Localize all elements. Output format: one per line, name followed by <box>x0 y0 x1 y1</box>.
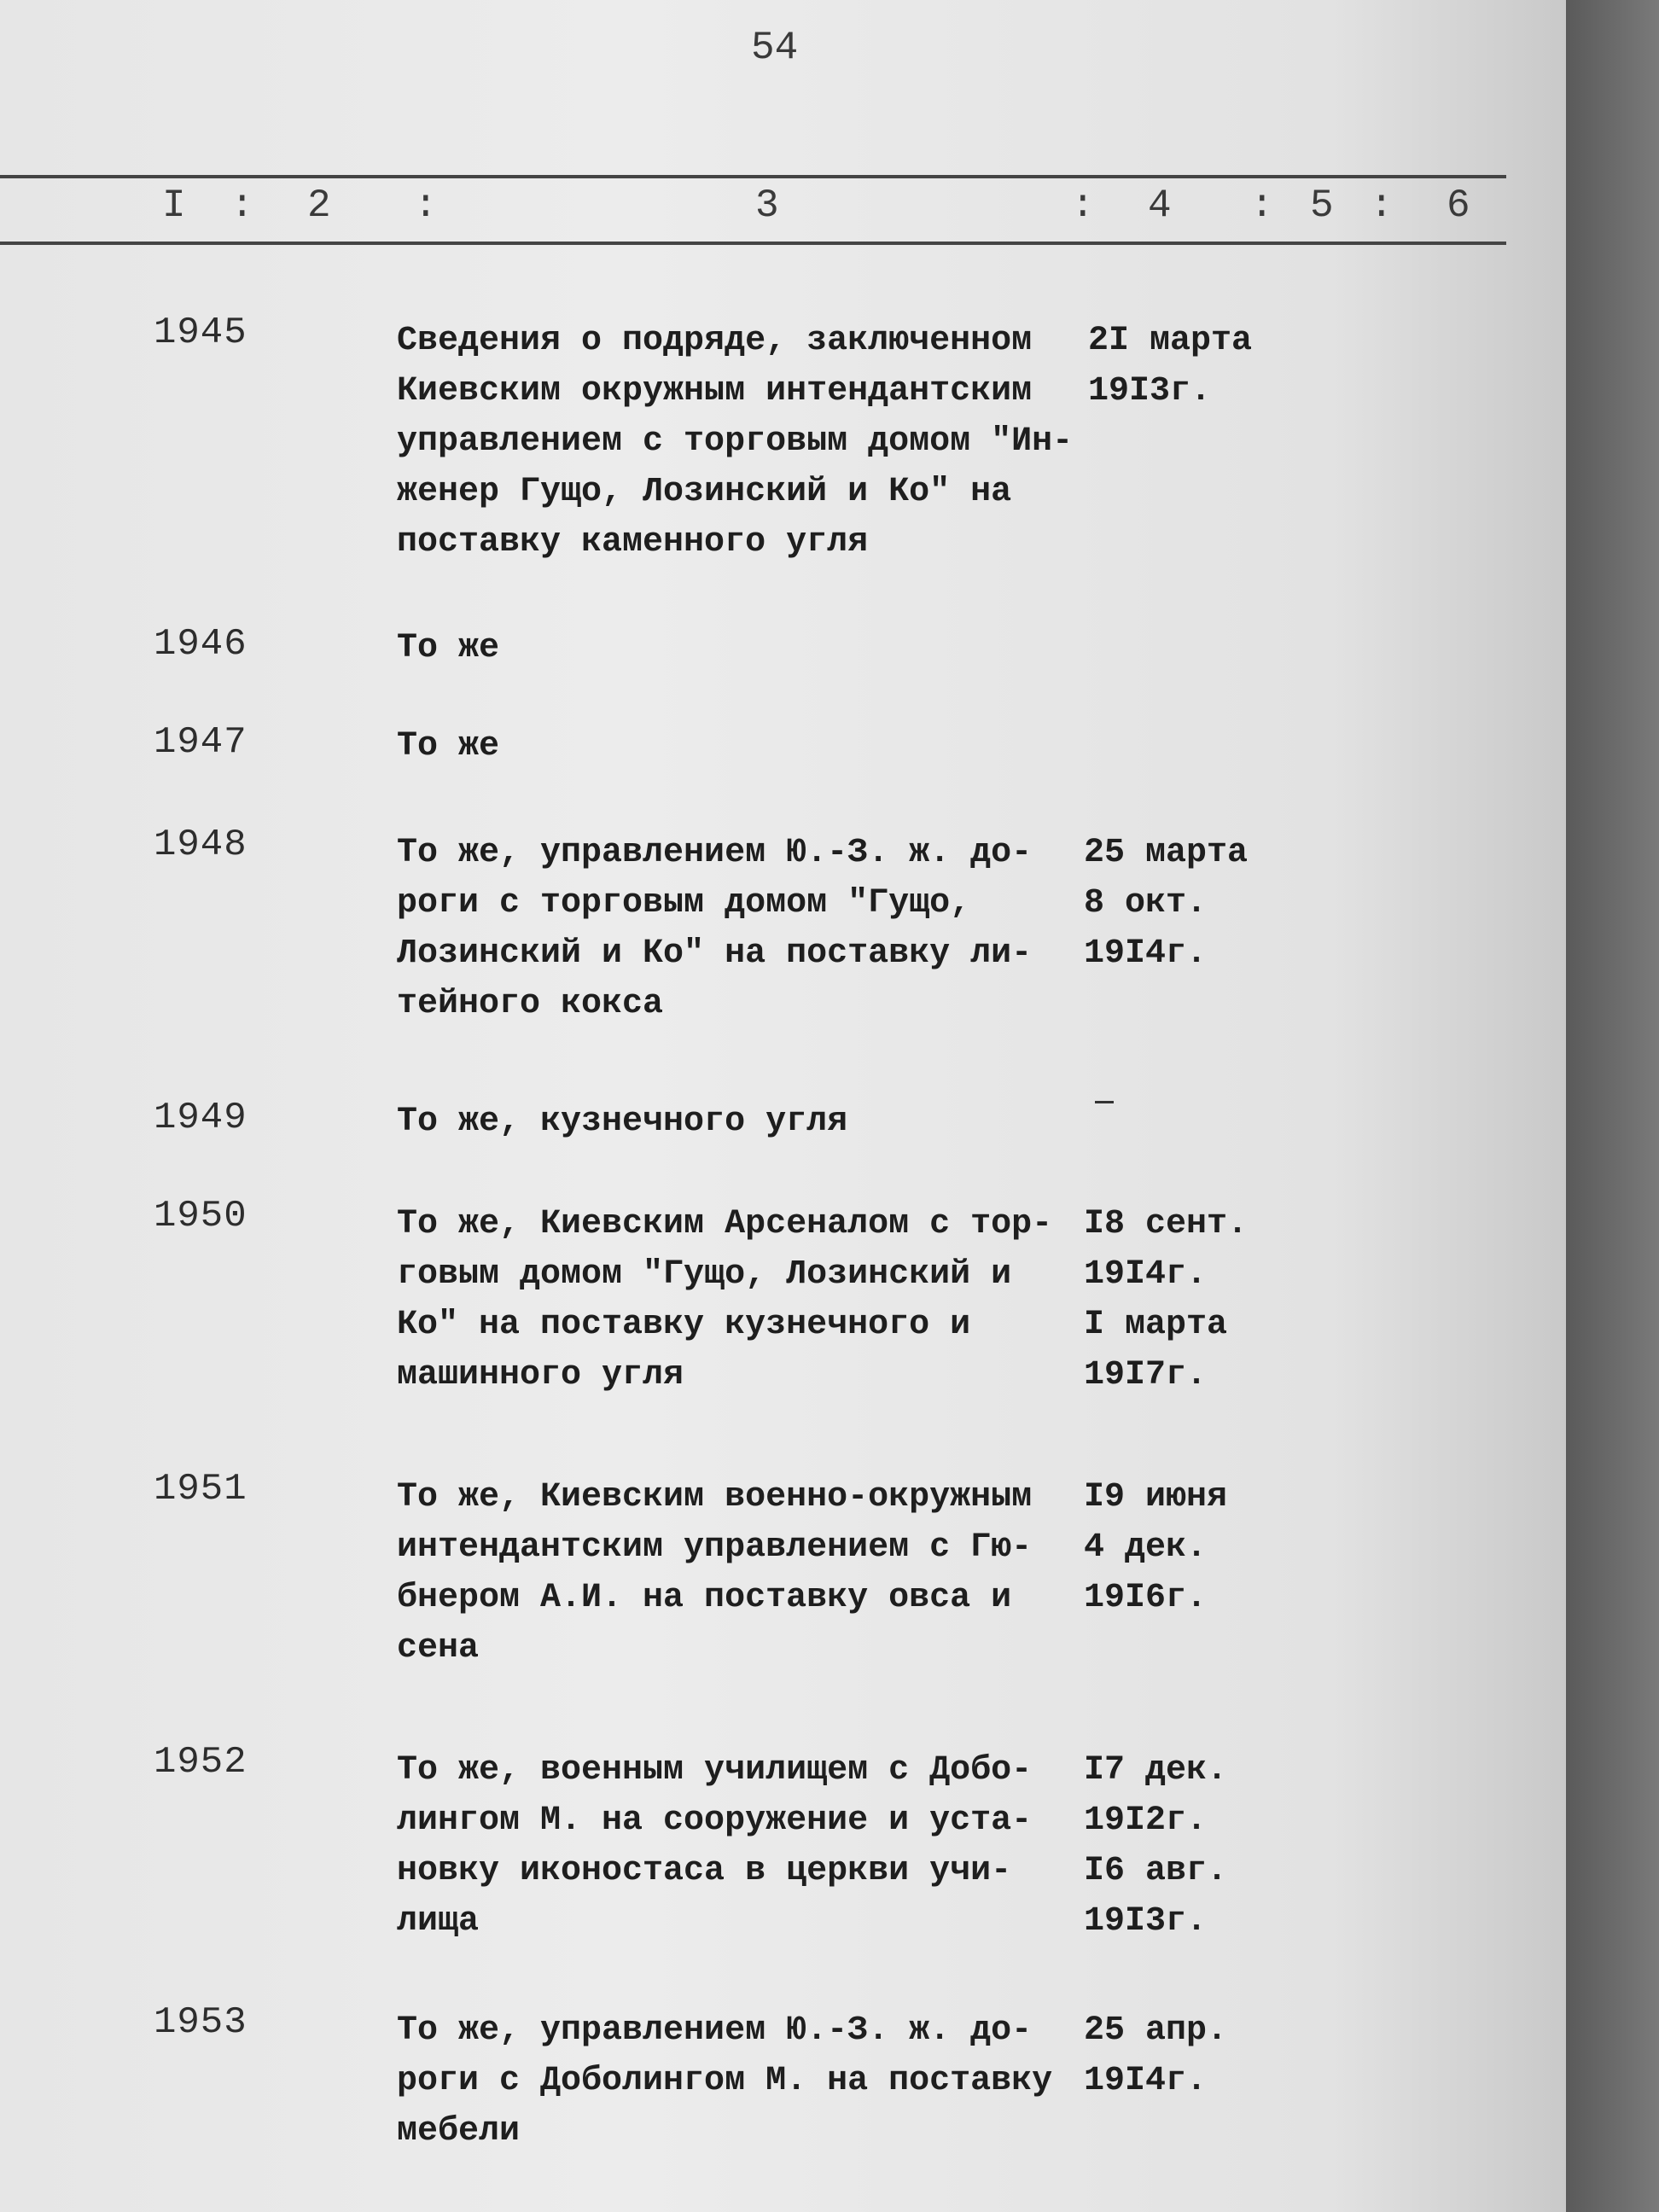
row-number: 1945 <box>154 311 247 354</box>
column-header-6: 6 <box>1447 183 1470 228</box>
column-separator: : <box>1250 183 1274 228</box>
column-header-3: 3 <box>755 183 779 228</box>
row-date: I9 июня 4 дек. 19I6г. <box>1084 1478 1228 1617</box>
row-description: То же, управлением Ю.-З. ж. до- роги с торговым домом "Гущо, Лозинский и Ко" на поставку ли- тейного кокса <box>397 834 1033 1023</box>
row-number: 1951 <box>154 1468 247 1511</box>
column-separator: : <box>1071 183 1095 228</box>
column-separator: : <box>414 183 438 228</box>
row-number: 1949 <box>154 1097 247 1139</box>
column-header-2: 2 <box>307 183 331 228</box>
row-date: 25 апр. 19I4г. <box>1084 2011 1228 2100</box>
row-number: 1953 <box>154 2001 247 2044</box>
page-number: 54 <box>751 26 799 70</box>
row-description: То же, военным училищем с Добо- лингом М. на сооружение и уста- новку иконостаса в церкви учи- лища <box>397 1751 1033 1941</box>
row-description: То же, управлением Ю.-З. ж. до- роги с Доболингом М. на поставку мебели <box>397 2011 1053 2151</box>
row-description: Сведения о подряде, заключенном Киевским окружным интендантским управлением с торговым домом "Ин- женер Гущо, Лозинский и Ко" на поставку каменного угля <box>397 322 1074 562</box>
empty-date-dash <box>1095 1101 1114 1103</box>
row-number: 1946 <box>154 623 247 666</box>
row-description: То же <box>397 727 500 765</box>
row-number: 1948 <box>154 824 247 866</box>
row-number: 1950 <box>154 1195 247 1237</box>
column-separator: : <box>1370 183 1394 228</box>
page-edge-shadow <box>1566 0 1659 2212</box>
row-description: То же <box>397 629 500 667</box>
header-rule-bottom <box>0 242 1506 245</box>
column-header-5: 5 <box>1310 183 1334 228</box>
header-rule-top <box>0 175 1506 178</box>
column-header-4: 4 <box>1148 183 1172 228</box>
row-description: То же, Киевским военно-окружным интендантским управлением с Гю- бнером А.И. на поставку овса и сена <box>397 1478 1033 1668</box>
row-date: I8 сент. 19I4г. I марта 19I7г. <box>1084 1205 1249 1394</box>
column-separator: : <box>230 183 254 228</box>
row-date: 25 марта 8 окт. 19I4г. <box>1084 834 1249 973</box>
row-date: 2I марта 19I3г. <box>1088 322 1253 410</box>
row-description: То же, кузнечного угля <box>397 1103 848 1141</box>
row-number: 1947 <box>154 721 247 764</box>
row-number: 1952 <box>154 1741 247 1784</box>
row-description: То же, Киевским Арсеналом с тор- говым домом "Гущо, Лозинский и Ко" на поставку кузнечного и машинного угля <box>397 1205 1053 1394</box>
row-date: I7 дек. 19I2г. I6 авг. 19I3г. <box>1084 1751 1228 1941</box>
column-header-1: I <box>162 183 186 228</box>
